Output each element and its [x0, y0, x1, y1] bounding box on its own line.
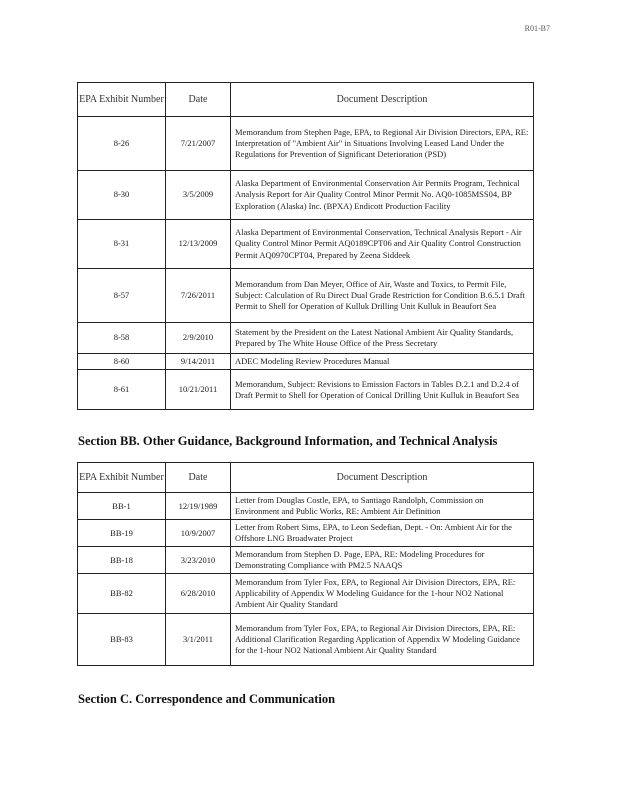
exhibit-date: 10/21/2011 [166, 370, 231, 410]
table-row [78, 520, 534, 547]
exhibit-date: 3/5/2009 [166, 171, 231, 220]
page-reference: R01-B7 [524, 24, 550, 33]
table-row [78, 370, 534, 410]
exhibit-description: Memorandum from Dan Meyer, Office of Air, Waste and Toxics, to Permit File, Subject: Calculation of Ru Direct Dual Grade Restriction for Condition B.6.5.1 Draft Permit to Shell for Operation of Kulluk Drilling Unit Kulluk in Beaufort Sea [231, 269, 534, 323]
exhibit-number: 8-30 [78, 171, 166, 220]
exhibit-date: 7/26/2011 [166, 269, 231, 323]
table-row [78, 547, 534, 574]
exhibit-number: BB-82 [78, 574, 166, 614]
exhibit-date: 10/9/2007 [166, 520, 231, 547]
header-date: Date [166, 83, 231, 117]
table-row [78, 574, 534, 614]
exhibit-number: 8-61 [78, 370, 166, 410]
section-c-heading: Section C. Correspondence and Communication [78, 692, 336, 706]
exhibit-number: 8-60 [78, 354, 166, 370]
exhibit-number: BB-83 [78, 614, 166, 666]
exhibit-date: 9/14/2011 [166, 354, 231, 370]
exhibit-description: Alaska Department of Environmental Conservation Air Permits Program, Technical Analysis Report for Air Quality Control Minor Permit No. AQ0-1085MSS04, BP Exploration (Alaska) Inc. (BPXA) Endicott Production Facility [231, 171, 534, 220]
exhibit-description: ADEC Modeling Review Procedures Manual [231, 354, 534, 370]
header-date: Date [166, 463, 231, 493]
header-exhibit-number: EPA Exhibit Number [78, 463, 166, 493]
table-row [78, 171, 534, 220]
header-exhibit-number: EPA Exhibit Number [78, 83, 166, 117]
exhibit-date: 6/28/2010 [166, 574, 231, 614]
header-document-description: Document Description [231, 463, 534, 493]
table-header-row [78, 463, 534, 493]
exhibit-date: 7/21/2007 [166, 117, 231, 171]
exhibit-date: 12/19/1989 [166, 493, 231, 520]
exhibit-description: Memorandum from Stephen Page, EPA, to Regional Air Division Directors, EPA, RE: Interpretation of "Ambient Air" in Situations Involving Leased Land Under the Regulations for Prevention of Significant Deterioration (PSD) [231, 117, 534, 171]
table-row [78, 614, 534, 666]
exhibit-description: Letter from Robert Sims, EPA, to Leon Sedefian, Dept. - On: Ambient Air for the Offshore LNG Broadwater Project [231, 520, 534, 547]
table-row [78, 323, 534, 354]
exhibit-date: 3/1/2011 [166, 614, 231, 666]
exhibit-number: 8-26 [78, 117, 166, 171]
exhibit-table-section-bb [77, 462, 534, 666]
exhibit-description: Memorandum, Subject: Revisions to Emission Factors in Tables D.2.1 and D.2.4 of Draft Permit to Shell for Operation of Conical Drilling Unit Kulluk in Beaufort Sea [231, 370, 534, 410]
exhibit-number: 8-57 [78, 269, 166, 323]
table-row [78, 354, 534, 370]
exhibit-description: Statement by the President on the Latest National Ambient Air Quality Standards, Prepared by The White House Office of the Press Secretary [231, 323, 534, 354]
exhibit-date: 12/13/2009 [166, 220, 231, 269]
exhibit-number: 8-58 [78, 323, 166, 354]
table-header-row [78, 83, 534, 117]
exhibit-number: 8-31 [78, 220, 166, 269]
exhibit-description: Letter from Douglas Costle, EPA, to Santiago Randolph, Commission on Environment and Public Works, RE: Ambient Air Definition [231, 493, 534, 520]
exhibit-number: BB-19 [78, 520, 166, 547]
exhibit-description: Alaska Department of Environmental Conservation, Technical Analysis Report - Air Quality Control Minor Permit AQ0189CPT06 and Air Quality Control Construction Permit AQ0970CPT04, Prepared by Zeena Siddeek [231, 220, 534, 269]
table-row [78, 220, 534, 269]
exhibit-date: 3/23/2010 [166, 547, 231, 574]
exhibit-number: BB-18 [78, 547, 166, 574]
section-bb-heading: Section BB. Other Guidance, Background Information, and Technical Analysis [78, 434, 498, 448]
exhibit-table-section-b [77, 82, 534, 410]
header-document-description: Document Description [231, 83, 534, 117]
exhibit-date: 2/9/2010 [166, 323, 231, 354]
table-row [78, 493, 534, 520]
table-row [78, 269, 534, 323]
exhibit-number: BB-1 [78, 493, 166, 520]
table-row [78, 117, 534, 171]
exhibit-description: Memorandum from Stephen D. Page, EPA, RE: Modeling Procedures for Demonstrating Compliance with PM2.5 NAAQS [231, 547, 534, 574]
exhibit-description: Memorandum from Tyler Fox, EPA, to Regional Air Division Directors, EPA, RE: Additional Clarification Regarding Application of Appendix W Modeling Guidance for the 1-hour NO2 National Ambient Air Quality Standard [231, 614, 534, 666]
exhibit-description: Memorandum from Tyler Fox, EPA, to Regional Air Division Directors, EPA, RE: Applicability of Appendix W Modeling Guidance for the 1-hour NO2 National Ambient Air Quality Standard [231, 574, 534, 614]
